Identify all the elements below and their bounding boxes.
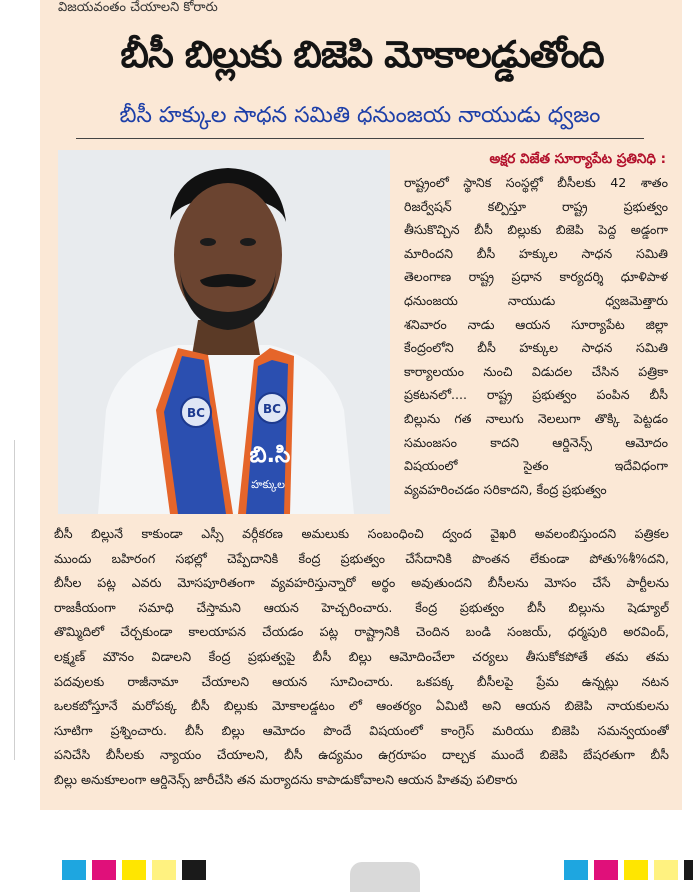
text-line: రిజర్వేషన్ కల్పిస్తూ రాష్ట్ర ప్రభుత్వం [404, 198, 668, 214]
sash-small-text: హక్కుల [251, 478, 285, 491]
text-line: ప్రకటనలో.... రాష్ట్ర ప్రభుత్వం పంపిన బీసీ [404, 387, 668, 403]
article-column-text [404, 171, 668, 501]
text-line: లక్ష్మణ్ మౌనం విడాలని కేంద్ర ప్రభుత్వపై బీసీ బిల్లు ఆమోదించేలా చర్యలు తీసుకోకపోతే తమ తమ [54, 648, 669, 664]
text-line: శనివారం నాడు ఆయన సూర్యాపేట జిల్లా [404, 316, 668, 332]
text-line: ధనుంజయ నాయుడు ధ్వజమెత్తారు [404, 292, 668, 308]
previous-article-tail: విజయవంతం చేయాలని కోరారు [58, 0, 218, 15]
text-line: సమంజసం కాదని ఆర్డినెన్స్ ఆమోదం [404, 434, 668, 450]
color-swatch [182, 860, 206, 880]
color-swatch [564, 860, 588, 880]
article-body-text [54, 522, 669, 793]
color-swatch [654, 860, 678, 880]
text-line: తెలంగాణ రాష్ట్ర ప్రధాన కార్యదర్శి ధూళిపాళ [404, 269, 668, 285]
text-line: బీసీల పట్ల ఎవరు మోసపూరితంగా వ్యవహరిస్తున్నారో అర్థం అవుతుందని బీసీలను మోసం చేసే పార్టీలను [54, 575, 669, 591]
text-line: ముందు బహిరంగ సభల్లో చెప్పేదానికి కేంద్ర ప్రభుత్వం చేసేదానికి పొంతన లేకుండా పోతు%శీ%దని, [54, 550, 669, 566]
sash-badge-right: BC [263, 402, 281, 416]
subheadline-underline [76, 138, 644, 139]
text-line: రాజకీయంగా సమాధి చేస్తామని ఆయన హెచ్చరించారు. కేంద్ర ప్రభుత్వం బీసీ బిల్లును షెడ్యూల్ [54, 599, 669, 615]
color-swatch [152, 860, 176, 880]
sash-badge-left: BC [187, 406, 205, 420]
margin-rule [14, 440, 15, 760]
text-line: కేంద్రంలోని బీసీ హక్కుల సాధన సమితి [404, 340, 668, 356]
text-line: పదవులకు రాజీనామా చేయాలని ఆయన సూచించారు. ఒకపక్క బీసీలపై ప్రేమ ఉన్నట్లు నటన [54, 673, 669, 689]
registration-mark [350, 862, 420, 892]
portrait-photo [58, 150, 390, 514]
text-line: బిల్లు అనుకూలంగా ఆర్డినెన్స్ జారీచేసి తన మర్యాదను కాపాడుకోవాలని ఆయన హితవు పలికారు [54, 771, 518, 787]
color-registration-swatches-right [564, 860, 693, 880]
color-swatch [624, 860, 648, 880]
text-line: విషయంలో సైతం ఇదేవిధంగా [404, 458, 668, 474]
color-swatch [594, 860, 618, 880]
text-line: కార్యాలయం నుంచి విడుదల చేసిన పత్రికా [404, 363, 668, 379]
color-swatch [92, 860, 116, 880]
color-swatch [62, 860, 86, 880]
text-line: బిల్లును గత నాలుగు నెలలుగా తొక్కి పెట్టడం [404, 410, 668, 426]
text-line: తొమ్మిదిలో చేర్చకుండా కాలయాపన చేయడం పట్ల రాష్ట్రానికి చెందిన బండి సంజయ్, ధర్మపురి అరవింద్, [54, 624, 669, 640]
sash-script: బి.సి [249, 443, 291, 468]
text-line: బీసీ బిల్లునే కాకుండా ఎస్సీ వర్గీకరణ అమలుకు సంబంధించి ద్వంద వైఖరి అవలంబిస్తుందని పత్రికల [54, 526, 669, 541]
text-line: రాష్ట్రంలో స్థానిక సంస్థల్లో బీసీలకు 42 శాతం [404, 175, 668, 190]
text-line: సూటిగా ప్రశ్నించారు. బీసీ బిల్లు ఆమోదం పొందే విషయంలో కాంగ్రెస్ మరియు బిజెపి సమన్వయంతో [54, 722, 669, 738]
color-swatch [684, 860, 693, 880]
color-swatch [122, 860, 146, 880]
text-line: పనిచేసి బీసీలకు న్యాయం చేయాలని, బీసీ ఉద్యమం ఉగ్రరూపం దాల్చక ముందే బిజెపి బేషరతుగా బీసీ [54, 747, 669, 763]
subheadline: బీసీ హక్కుల సాధన సమితి ధనుంజయ నాయుడు ధ్వజం [119, 103, 601, 128]
text-line: ఒలకబోస్తూనే మరోపక్క బీసీ బిల్లుకు మోకాలడ్డటం లో ఆంతర్యం ఏమిటి అని ఆయన బిజెపి నాయకులను [54, 698, 669, 714]
color-registration-swatches-left [62, 860, 212, 880]
byline: అక్షర విజేత సూర్యాపేట ప్రతినిధి : [489, 151, 666, 167]
text-line: వ్యవహరించడం సరికాదని, కేంద్ర ప్రభుత్వం [404, 481, 607, 497]
text-line: మారిందని బీసీ హక్కుల సాధన సమితి [404, 245, 668, 261]
text-line: తీసుకొచ్చిన బీసీ బిల్లుకు బిజెపి పెద్ద అడ్డంగా [404, 222, 668, 238]
headline: బీసీ బిల్లుకు బిజెపి మోకాలడ్డుతోంది [120, 33, 604, 76]
